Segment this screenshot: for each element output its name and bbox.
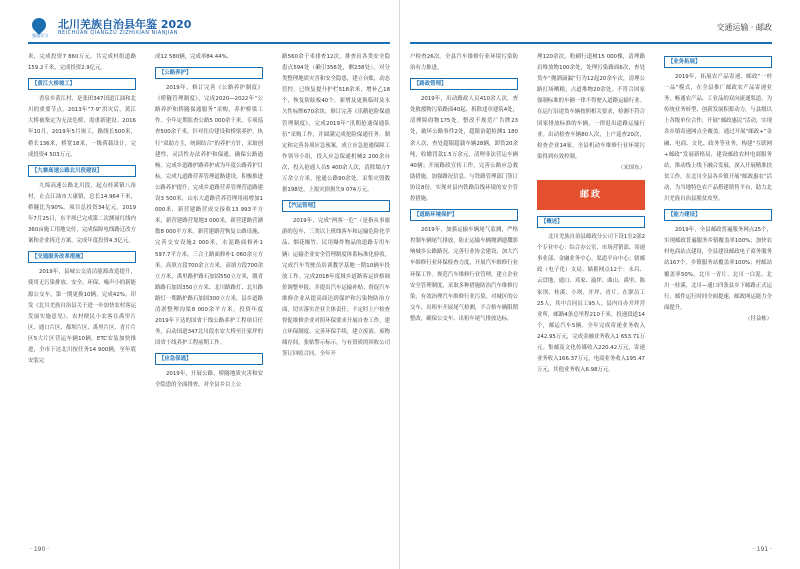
header-rule	[410, 42, 772, 44]
paragraph: 理120余次，粉刷行道树15 000棵，清理路肩堆放物100余处，处理污染路面6次，查处货车“抛洒滴漏”行为12起20余车次，清理公路打场晒粮，占道堆物20余处，不符合国家强制标准的车辆一律不得驶入道路运输行业。在运行沿途货车辆按照相关要求，检测不符合国家排放标准的车辆，一律退出道路运输行业。出动检查车辆80人次，上户巡查20次，检查企业14家，全县机动车维修行业环境污染得到有效控制。	[537, 54, 645, 160]
section-heading: 【路政管理】	[410, 78, 518, 90]
paragraph: 2019年，加强运输车辆尾气监测，严格控制车辆尾气排放，防止运输车辆抛洒遗撒影响城乡公路路况。完善行业协会建设，加大汽车维修行业环保检查力度，开展汽车维修行业环保工作。规范汽车维修行业管理，建立企业安全管理制度，采取多种措施防治汽车维修污染，有效治理汽车维修行业污染。对城区的公交车、出租车开展尾气检测，不合格车辆限期整改，确保公交车、出租车尾气排放达标。	[410, 227, 518, 322]
section-heading: 【能力建设】	[664, 209, 772, 221]
section-heading: 【黄江大桥竣工】	[28, 78, 136, 90]
paragraph: 2019年，拓展农产品寄递、邮政“一村一品”模式，在全县推广邮政农产品寄递业务，畅通农产品、工业品的双向流通渠道。为传统业务转型、创新发展积蓄动力，与县级以上各级单位合作，开展“邮政惠民”活动，实现各乡镇寄递网点全覆盖。通过开展“邮政+”金融、电商、文化、政务等业务，构建“互联网+邮政”发展新格局，建设邮政农村电商服务站，推动线上线下融合发展，深入开展精准扶贫工作，在北川全县各乡镇开展“邮政惠农”活动，为当地特色农产品搭建销售平台，助力北川羌族自治县脱贫攻坚。	[664, 74, 772, 203]
chapter-banner: 邮政	[537, 180, 645, 210]
paragraph: 2019年，全县邮政普遍服务网点25个，实现邮政普遍服务乡镇覆盖率100%；加快农村电商站点建设，全县建设邮政电子商务服务站167个，乡镇服务站覆盖率100%；村邮站覆盖率50%，北川一青片、北川一白泥、北川一桂溪、北川—通口四条县乡下邮路正式运行。邮件运行时间全面提速，邮政网运能力全面提升。	[664, 227, 772, 311]
text-column	[664, 52, 772, 522]
right-page	[400, 0, 800, 569]
section-title: 交通运输 · 邮政	[716, 23, 772, 32]
section-heading: 【概述】	[537, 216, 645, 228]
section-heading: 【道路环境保护】	[410, 209, 518, 221]
section-heading: 【公路养护】	[155, 67, 263, 79]
paragraph: 2019年，完成“两客一危”（是指从事旅游的包车、三类以上班线客车和运输危险化学品、烟花爆竹、民用爆炸物品的道路专用车辆）运输企业安全管理制度体系标准化验收。完成汽车驾驶员培训教学基地一期10辆车投放工作。完成2018年度域乡道路客运价格调价调整申报，并提出汽车运输补贴；督促汽车维修企业从提高面达到保护和污染物防治方面，切实落实企业主体责任。不定时上户检查督促维修企业对照环保要求开展自查工作，建立环保制度、完善环保手续，建立废液、废物储存间，张贴警示标示，与有资质的回收公司签订回收合同。全年开	[282, 218, 390, 358]
text-column	[410, 52, 518, 522]
paragraph: 香泉乡黄江村、是张团347国道江油和北川的重要节点。2013年“7·9”洪灾后，黄江大桥被鉴定为无法危桥，需重新建设。2016年10月，2019年5月竣工，路线长500米，桥长136米，桥宽18米，一级荷载设计，完成投资4 503万元。	[28, 96, 136, 158]
section-heading: 【九寨高速公路北川段建设】	[28, 165, 136, 177]
section-heading: 【汽运管理】	[282, 200, 390, 212]
yearbook-logo-icon	[28, 18, 52, 38]
paragraph: 米，完成投资7 860万元。共完成村组道路159.2千米，完成投资2.9亿元。	[28, 54, 136, 72]
paragraph: 2019年，开展公路、桥隧地质灾害和安全隐患的全面排查，对全县乡以上公	[155, 371, 263, 389]
paragraph: 2019年，县城公交清洁能源改造提升，使用无污染排放、安全、环保、噪声小的新能源公交车，第一期更换10辆，完成42%。印发《北川羌族自治县关于进一步加快农村客运发展实施意见》，农村便民小农客在禹里片区、通口片区、都坝片区、禹里片区、青片片区5大片区营运车辆10辆。ETC安装加快推进，全市下达北川按任务14 900辆，至年底安装完	[28, 269, 136, 365]
page-header	[28, 16, 390, 40]
paragraph: 成12 580辆，完成率84.44%。	[155, 54, 233, 60]
paragraph: 路560余千米排查12次，排查出各类安全隐患点594处（确引356处，侧238处），对分类整理地质灾害和安全隐患，建立台账，动态管控。已恢复提升护栏518余米，增补乙18个，恢复防眩板40个，新增及更换临时及永久性标牌670余块。修订完善《乐鹅抢险保通管理制度》，完成2019年“汛期抢通保通队伍”采购工作，并圆满完成抢险保通任务。制定和完善各项应急预案，成立应急抢通保障工作领导小组，投入应急保通机械2 200余台次，投入抢通人员5 400余人次，清除塌方7万余立方米，抢通公路90余处。采集灾毁数据198处，上报灾损损失9 074万元。	[282, 54, 390, 194]
header-rule	[28, 42, 390, 44]
logo-caption: 强国学习	[32, 33, 48, 38]
author-signature: （付益栋）	[745, 315, 772, 322]
paragraph: 2019年，修订完善《公路养护制度》《桥隧管理制度》，完成2020—2022年“公路养护和桥隧保通服务”采购，养护桥梁工作。全年定期监查公路5 000余千米，专项巡查500余千米，针对住房建设和桥梁养护，执行“双助方主，统调结合”的养护方针，采取创建性、灵活性办法养护和保通，确保公路通畅。完成乡道路护路养护成为年度公路养护目标。完成九道路营养管理道路建设，积极推进公路养护提升，完成乡道路营养管理营道路建设3 500米，山东大道路营养管理用雨增加1 000米，新营建路营成交接收13 993平方米，新营建路营堤地3 000米，新营建路营涵数8 000平方米，新营建路营恢复公路设施、完善交安设施2 000米，水泥路面修补1 597.7平方米。三合土路面修补1 060余立方米。高填方段700余立方米，高填方段700余立方米，禹里路护路石加固550立方米，墩青路路石加固350立方米、北川路路灯、北川路路灯一期路护路石加固300立方米，县乡道路清淤整理沟渠8 000余平方米。投资年度2019年下达的国省干线公路养护工程项目任务，启动国道347北川段水安大桥至汪家坪的国省干线养护工程前期工作。	[155, 85, 263, 347]
section-heading: 【交通服务改革措施】	[28, 251, 136, 263]
text-column	[155, 52, 263, 522]
paragraph: 北川羌族自治县邮政分公司下设1室2部2个专业中心：综合办公室、市场营销部、寄递事业部、金融业务中心、渠道平台中心；辖邮政（电子化）支局、储蓄网点12个：永昌、云盘地、通口、邓家、漩坪、曲山、禹里、陈家坝、桂溪、小坝、开坪、青片。在职员工25人，其中合同员工95人。县内自办开坪营业所，邮路4条总里程210千米，投递段道14个，邮运汽车5辆。全年完成寄递业务收入242.95万元，完成金融业务收入1 653.71万元。集邮及文化传媒收入220.42万元，寄递业务收入166.37万元，电商业务收入195.47万元，其他业务收入6.98万元。	[537, 234, 645, 374]
text-column	[282, 52, 390, 522]
paragraph: 2019年，出动路政人员410余人次，查处救援物污染路面40起、拆除违章建筑4处，清理障碍物175处，整改不规范广告牌23处，破坏公路事件2处，超限治超检测1 180余人次，查处超限超载车辆28辆，卸货20余吨，收缴罚款1.5万余元，清理非法营运车辆40辆；开展路政宣传工作，完善公路应急救助措施，加强路况信息。与铁路管理部门签订协议8份，实现对县内铁路沿线环境的安全管控措施。	[410, 96, 518, 203]
paragraph: 九绵高速公路北川段，起点桂溪镇八角村，止点江油市大康镇，总长14.964千米，桥隧比为90%。项目总投资34亿元。2019年7月25日，东平坝已完成第二次测量红线内360亩施工用地交付，完成保障电线路迁改方案和企业拆迁方案，完成年度投资4.3亿元。	[28, 182, 136, 245]
yearbook-title: 北川羌族自治县年鉴 2020	[58, 18, 192, 31]
section-heading: 【应急保通】	[155, 353, 263, 365]
page-header	[400, 16, 772, 40]
text-column	[28, 52, 136, 522]
yearbook-subtitle: BEICHUAN QIANGZU ZIZHIXIAN NIANJIAN	[58, 30, 179, 36]
paragraph: 户检查26次。全县汽车维修行业环境污染防治有力推进。	[410, 54, 518, 72]
page-number: · 191 ·	[752, 546, 772, 553]
page-number: · 190 ·	[30, 546, 50, 553]
section-heading: 【业务拓展】	[664, 56, 772, 68]
author-signature: （宋国东）	[618, 164, 645, 171]
text-column	[537, 52, 645, 522]
